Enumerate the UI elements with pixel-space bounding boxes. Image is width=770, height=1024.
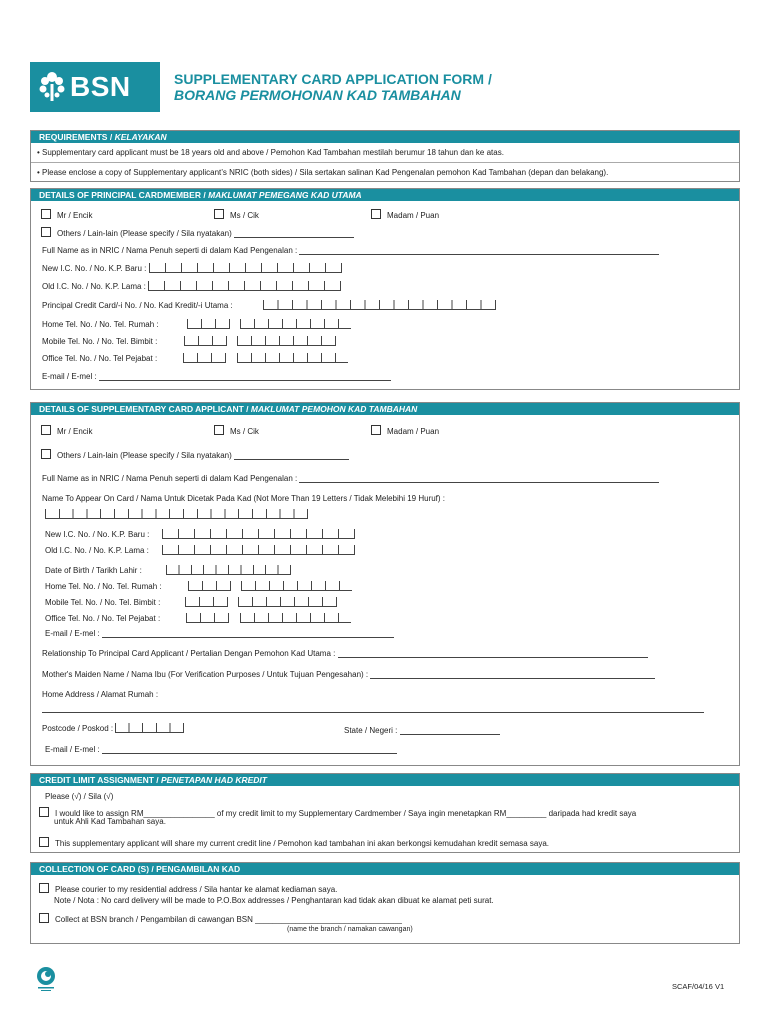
principal-others-option[interactable]: Others / Lain-lain (Please specify / Sila nyatakan) xyxy=(41,227,354,238)
principal-home-tel: Home Tel. No. / No. Tel. Rumah : xyxy=(42,319,351,329)
supp-address: Home Address / Alamat Rumah : xyxy=(42,690,159,699)
courier-note: Note / Nota : No card delivery will be made to P.O.Box addresses / Penghantaran kad tidak akan dibuat ke alamat peti surat. xyxy=(54,896,494,905)
card-number-field[interactable] xyxy=(263,300,496,310)
supp-relationship: Relationship To Principal Card Applicant / Pertalian Dengan Pemohon Kad Utama : xyxy=(42,648,648,658)
principal-ms-option[interactable]: Ms / Cik xyxy=(214,209,259,220)
supp-dob: Date of Birth / Tarikh Lahir : xyxy=(45,565,291,575)
supp-mother-name: Mother's Maiden Name / Nama Ibu (For Verification Purposes / Untuk Tujuan Pengesahan) : xyxy=(42,669,655,679)
supp-office-tel: Office Tel. No. / No. Tel Pejabat : xyxy=(45,613,351,623)
bsn-tree-icon xyxy=(38,70,66,104)
principal-heading: DETAILS OF PRINCIPAL CARDMEMBER / MAKLUMAT PEMEGANG KAD UTAMA xyxy=(31,189,739,201)
phone-field[interactable] xyxy=(237,353,348,363)
checkbox[interactable] xyxy=(371,209,381,219)
supp-postcode: Postcode / Poskod : xyxy=(42,723,184,733)
phone-field[interactable] xyxy=(240,613,351,623)
phone-field[interactable] xyxy=(241,581,352,591)
checkbox[interactable] xyxy=(39,837,49,847)
collection-heading: COLLECTION OF CARD (S) / PENGAMBILAN KAD xyxy=(31,863,739,875)
area-code-field[interactable] xyxy=(183,353,226,363)
new-ic-field[interactable] xyxy=(149,263,342,273)
checkbox[interactable] xyxy=(371,425,381,435)
supplementary-section xyxy=(30,402,740,766)
principal-email: E-mail / E-mel : xyxy=(42,371,391,381)
footer-logo-icon xyxy=(32,964,60,992)
name-on-card-field[interactable] xyxy=(45,509,308,519)
principal-section xyxy=(30,188,740,390)
name-on-card-boxes[interactable] xyxy=(45,509,308,519)
others-field[interactable] xyxy=(234,450,349,460)
requirement-age: • Supplementary card applicant must be 18 years old and above / Pemohon Kad Tambahan mestilah berumur 18 tahun dan ke atas. xyxy=(37,148,504,157)
phone-field[interactable] xyxy=(240,319,351,329)
principal-mobile-tel: Mobile Tel. No. / No. Tel. Bimbit : xyxy=(42,336,336,346)
credit-heading: CREDIT LIMIT ASSIGNMENT / PENETAPAN HAD KREDIT xyxy=(31,774,739,786)
email-field[interactable] xyxy=(99,371,391,381)
principal-madam-option[interactable]: Madam / Puan xyxy=(371,209,439,220)
mother-name-field[interactable] xyxy=(370,669,655,679)
branch-hint: (name the branch / namakan cawangan) xyxy=(287,926,413,933)
principal-full-name: Full Name as in NRIC / Nama Penuh seperti di dalam Kad Pengenalan : xyxy=(42,245,659,255)
checkbox[interactable] xyxy=(39,807,49,817)
supp-madam-option[interactable]: Madam / Puan xyxy=(371,425,439,436)
supp-email: E-mail / E-mel : xyxy=(45,628,394,638)
area-code-field[interactable] xyxy=(184,336,227,346)
principal-mr-option[interactable]: Mr / Encik xyxy=(41,209,93,220)
form-reference: SCAF/04/16 V1 xyxy=(672,982,725,991)
email-field[interactable] xyxy=(102,744,397,754)
checkbox[interactable] xyxy=(214,425,224,435)
old-ic-field[interactable] xyxy=(148,281,341,291)
checkbox[interactable] xyxy=(39,883,49,893)
credit-assign-option-cont: untuk Ahli Kad Tambahan saya. xyxy=(54,817,166,826)
area-code-field[interactable] xyxy=(186,613,229,623)
supp-name-on-card: Name To Appear On Card / Nama Untuk Dicetak Pada Kad (Not More Than 19 Letters / Tidak Melebihi 19 Huruf) : xyxy=(42,494,446,503)
relationship-field[interactable] xyxy=(338,648,648,658)
credit-assign-option[interactable]: I would like to assign RM________________ of my credit limit to my Supplementary Cardmember / Saya ingin menetapkan RM_________ daripada had kredit saya xyxy=(39,807,636,818)
supp-full-name: Full Name as in NRIC / Nama Penuh seperti di dalam Kad Pengenalan : xyxy=(42,473,659,483)
checkbox[interactable] xyxy=(39,913,49,923)
requirements-heading: REQUIREMENTS / KELAYAKAN xyxy=(31,131,739,143)
collection-section xyxy=(30,862,740,944)
old-ic-field[interactable] xyxy=(162,545,355,555)
supp-state: State / Negeri : xyxy=(344,725,500,735)
full-name-field[interactable] xyxy=(299,473,659,483)
postcode-field[interactable] xyxy=(115,723,184,733)
checkbox[interactable] xyxy=(41,227,51,237)
courier-option[interactable]: Please courier to my residential address / Sila hantar ke alamat kediaman saya. xyxy=(39,883,337,894)
checkbox[interactable] xyxy=(214,209,224,219)
supp-home-tel: Home Tel. No. / No. Tel. Rumah : xyxy=(45,581,352,591)
bsn-logo xyxy=(30,62,160,112)
checkbox[interactable] xyxy=(41,425,51,435)
supp-email-2: E-mail / E-mel : xyxy=(45,744,397,754)
credit-section xyxy=(30,773,740,853)
state-field[interactable] xyxy=(400,725,500,735)
address-field[interactable] xyxy=(42,703,704,713)
supp-old-ic: Old I.C. No. / No. K.P. Lama : xyxy=(45,545,355,555)
principal-office-tel: Office Tel. No. / No. Tel Pejabat : xyxy=(42,353,348,363)
address-line[interactable] xyxy=(42,703,704,713)
checkbox[interactable] xyxy=(41,449,51,459)
area-code-field[interactable] xyxy=(188,581,231,591)
area-code-field[interactable] xyxy=(185,597,228,607)
form-title: SUPPLEMENTARY CARD APPLICATION FORM / xyxy=(174,71,492,87)
area-code-field[interactable] xyxy=(187,319,230,329)
requirements-section xyxy=(30,130,740,182)
supp-ms-option[interactable]: Ms / Cik xyxy=(214,425,259,436)
supp-mr-option[interactable]: Mr / Encik xyxy=(41,425,93,436)
new-ic-field[interactable] xyxy=(162,529,355,539)
branch-option[interactable]: Collect at BSN branch / Pengambilan di cawangan BSN _________________________________ xyxy=(39,913,402,924)
principal-card-number: Principal Credit Card/-i No. / No. Kad Kredit/-i Utama : xyxy=(42,300,496,310)
principal-old-ic: Old I.C. No. / No. K.P. Lama : xyxy=(42,281,341,291)
others-field[interactable] xyxy=(234,228,354,238)
dob-field[interactable] xyxy=(166,565,291,575)
principal-new-ic: New I.C. No. / No. K.P. Baru : xyxy=(42,263,342,273)
brand-name: BSN xyxy=(70,71,131,102)
supp-mobile-tel: Mobile Tel. No. / No. Tel. Bimbit : xyxy=(45,597,337,607)
credit-share-option[interactable]: This supplementary applicant will share my current credit line / Pemohon kad tambahan ini akan berkongsi kemudahan kredit semasa saya. xyxy=(39,837,549,848)
supp-new-ic: New I.C. No. / No. K.P. Baru : xyxy=(45,529,355,539)
checkbox[interactable] xyxy=(41,209,51,219)
requirement-nric: • Please enclose a copy of Supplementary applicant’s NRIC (both sides) / Sila sertakan salinan Kad Pengenalan pemohon Kad Tambahan (depan dan belakang). xyxy=(37,168,609,177)
supplementary-heading: DETAILS OF SUPPLEMENTARY CARD APPLICANT / MAKLUMAT PEMOHON KAD TAMBAHAN xyxy=(31,403,739,415)
phone-field[interactable] xyxy=(237,336,336,346)
full-name-field[interactable] xyxy=(299,245,659,255)
form-title-malay: BORANG PERMOHONAN KAD TAMBAHAN xyxy=(174,87,461,103)
credit-instruction: Please (√) / Sila (√) xyxy=(45,792,114,801)
supp-others-option[interactable]: Others / Lain-lain (Please specify / Sila nyatakan) xyxy=(41,449,349,460)
phone-field[interactable] xyxy=(238,597,337,607)
email-field[interactable] xyxy=(102,628,394,638)
